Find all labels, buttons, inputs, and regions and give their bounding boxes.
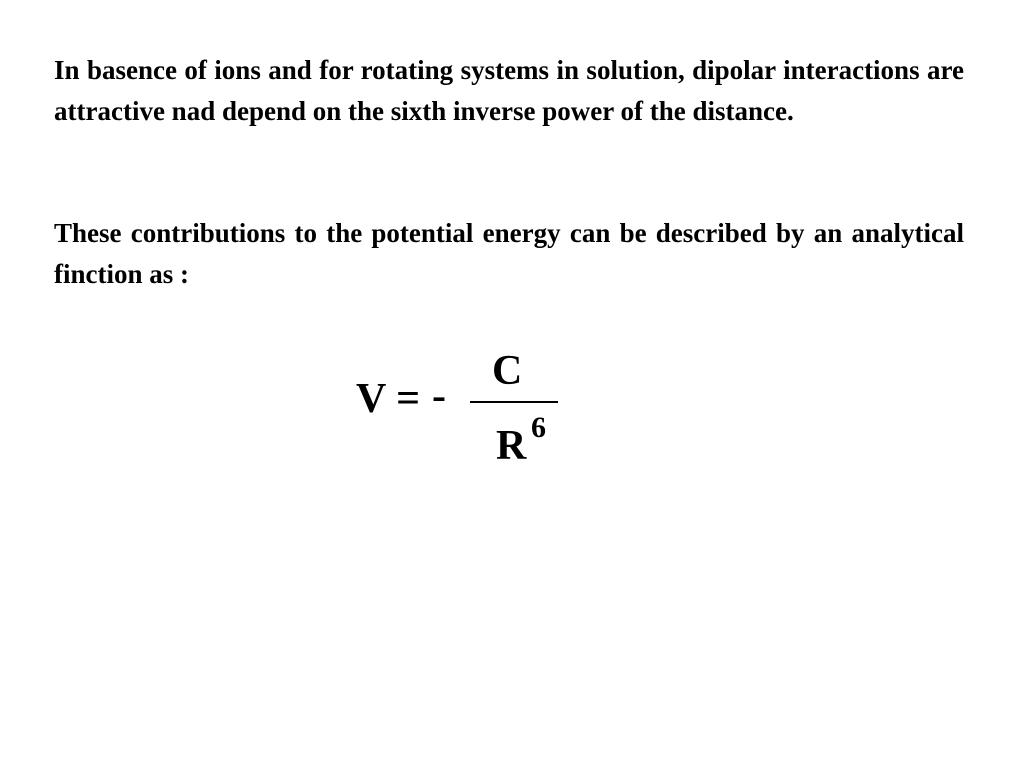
paragraph-potential-energy: These contributions to the potential energy can be described by an analytical finction as : xyxy=(54,218,964,289)
formula-denominator: R xyxy=(496,423,527,469)
paragraph-dipolar-interactions: In basence of ions and for rotating systems in solution, dipolar interactions are attractive nad depend on the sixth inverse power of the distance. xyxy=(54,55,964,126)
formula-exponent: 6 xyxy=(531,411,546,444)
formula-numerator: C xyxy=(492,348,523,394)
formula-lhs: V = xyxy=(356,376,421,422)
fraction-bar xyxy=(470,401,558,403)
formula-minus-sign: - xyxy=(432,373,446,419)
